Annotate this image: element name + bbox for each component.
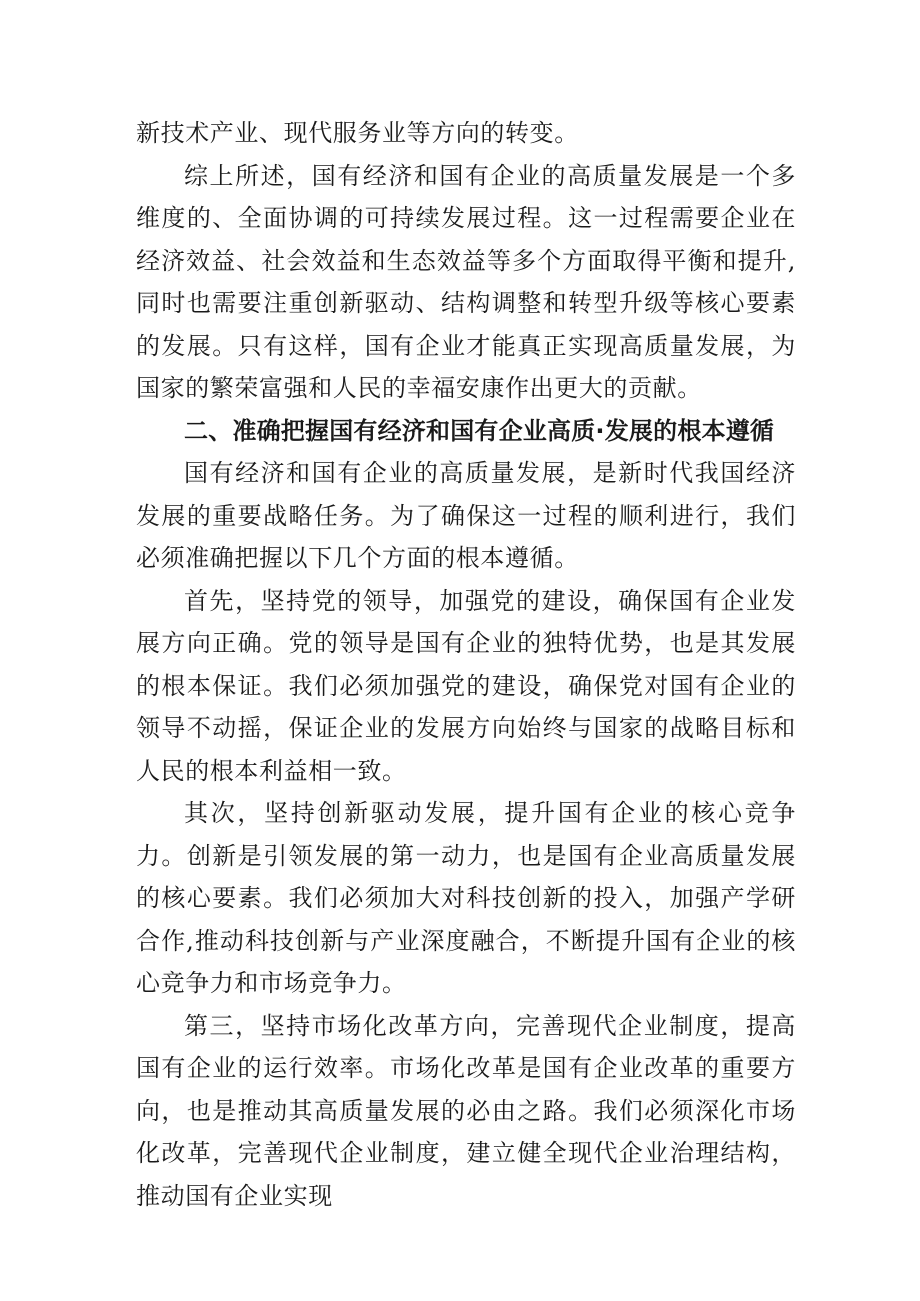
paragraph-third: 第三，坚持市场化改革方向，完善现代企业制度，提高国有企业的运行效率。市场化改革是国有企业改革的重要方向，也是推动其高质量发展的必由之路。我们必须深化市场化改革，完善现代企业制度，建立健全现代企业治理结构，推动国有企业实现	[136, 1011, 796, 1210]
section-heading: 二、准确把握国有经济和国有企业高质·发展的根本遵循	[184, 416, 775, 445]
document-body	[136, 112, 796, 1217]
paragraph-first: 首先，坚持党的领导，加强党的建设，确保国有企业发展方向正确。党的领导是国有企业的独特优势，也是其发展的根本保证。我们必须加强党的建设，确保党对国有企业的领导不动摇，保证企业的发展方向始终与国家的战略目标和人民的根本利益相一致。	[136, 586, 796, 785]
paragraph-continuation: 新技术产业、现代服务业等方向的转变。	[136, 119, 579, 147]
paragraph-intro: 国有经济和国有企业的高质量发展，是新时代我国经济发展的重要战略任务。为了确保这一过程的顺利进行，我们必须准确把握以下几个方面的根本遵循。	[136, 459, 796, 572]
paragraph-second: 其次，坚持创新驱动发展，提升国有企业的核心竞争力。创新是引领发展的第一动力，也是国有企业高质量发展的核心要素。我们必须加大对科技创新的投入，加强产学研合作,推动科技创新与产业深度融合，不断提升国有企业的核心竞争力和市场竞争力。	[136, 799, 796, 997]
paragraph-summary: 综上所述，国有经济和国有企业的高质量发展是一个多维度的、全面协调的可持续发展过程。这一过程需要企业在经济效益、社会效益和生态效益等多个方面取得平衡和提升,同时也需要注重创新驱动、结构调整和转型升级等核心要素的发展。只有这样，国有企业才能真正实现高质量发展，为国家的繁荣富强和人民的幸福安康作出更大的贡献。	[136, 161, 796, 402]
